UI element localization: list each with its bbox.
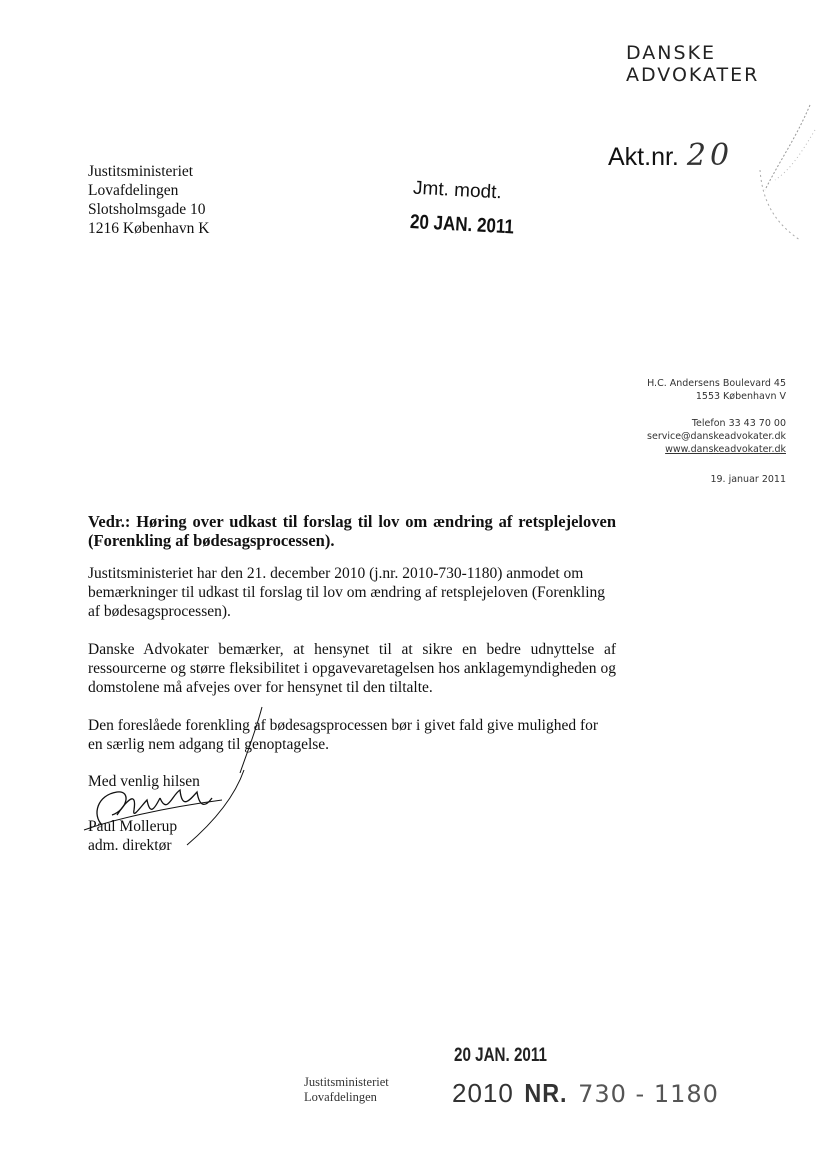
greeting: Med venlig hilsen [88, 773, 200, 790]
journal-number-stamp [452, 1078, 719, 1109]
company-logo [626, 42, 759, 86]
letter-date: 19. januar 2011 [710, 474, 786, 485]
pen-stroke-mark [236, 705, 266, 775]
journal-year: 2010 [452, 1078, 514, 1108]
sender-website[interactable]: www.danskeadvokater.dk [665, 444, 786, 455]
letter-subject: Vedr.: Høring over udkast til forslag til lov om ændring af retsplejeloven (Forenkling af bødesagsprocessen). [88, 512, 616, 550]
journal-nr-label: NR. [524, 1078, 568, 1108]
recipient-line: Slotsholmsgade 10 [88, 201, 206, 218]
recipient-address [88, 162, 209, 238]
received-stamp-label: Jmt. modt. [412, 177, 503, 204]
bottom-org-line-1: Justitsministeriet [304, 1075, 389, 1089]
sender-info [647, 377, 786, 456]
signer-title: adm. direktør [88, 837, 172, 854]
case-file-number [608, 138, 733, 173]
bottom-stamp-organization [304, 1075, 389, 1105]
scribble-mark [740, 100, 820, 250]
paragraph: Justitsministeriet har den 21. december 2010 (j.nr. 2010-730-1180) anmodet om bemærkninger til udkast til forslag til lov om ændring af retsplejeloven (Forenkling af bødesagsprocessen). [88, 565, 606, 620]
recipient-line: 1216 København K [88, 220, 210, 237]
bottom-org-line-2: Lovafdelingen [304, 1090, 377, 1104]
signature [72, 770, 252, 850]
sender-address-2: 1553 København V [695, 391, 786, 402]
paragraph: Danske Advokater bemærker, at hensynet til at sikre en bedre udnyttelse af ressourcerne og større fleksibilitet i opgavevaretagelsen hos anklagemyndigheden og domstolene må afvejes over for hensynet til den tiltalte. [88, 641, 616, 696]
journal-case-number: 730 - 1180 [578, 1080, 719, 1108]
sender-address-1: H.C. Andersens Boulevard 45 [647, 378, 786, 389]
signer-name: Paul Mollerup [88, 818, 178, 835]
bottom-stamp-date: 20 JAN. 2011 [454, 1045, 547, 1066]
sender-phone: Telefon 33 43 70 00 [691, 418, 786, 429]
letter-body [88, 512, 616, 773]
logo-line-1: DANSKE [626, 42, 717, 64]
recipient-line: Justitsministeriet [88, 163, 194, 180]
paragraph: Den foreslåede forenkling af bødesagsprocessen bør i givet fald give mulighed for en særlig nem adgang til genoptagelse. [88, 717, 599, 753]
received-stamp-date: 20 JAN. 2011 [409, 211, 515, 239]
akt-handwritten-number: 20 [686, 138, 734, 173]
recipient-line: Lovafdelingen [88, 182, 179, 199]
akt-label: Akt.nr. [608, 143, 679, 171]
sender-email[interactable]: service@danskeadvokater.dk [647, 431, 786, 442]
logo-line-2: ADVOKATER [626, 64, 760, 86]
